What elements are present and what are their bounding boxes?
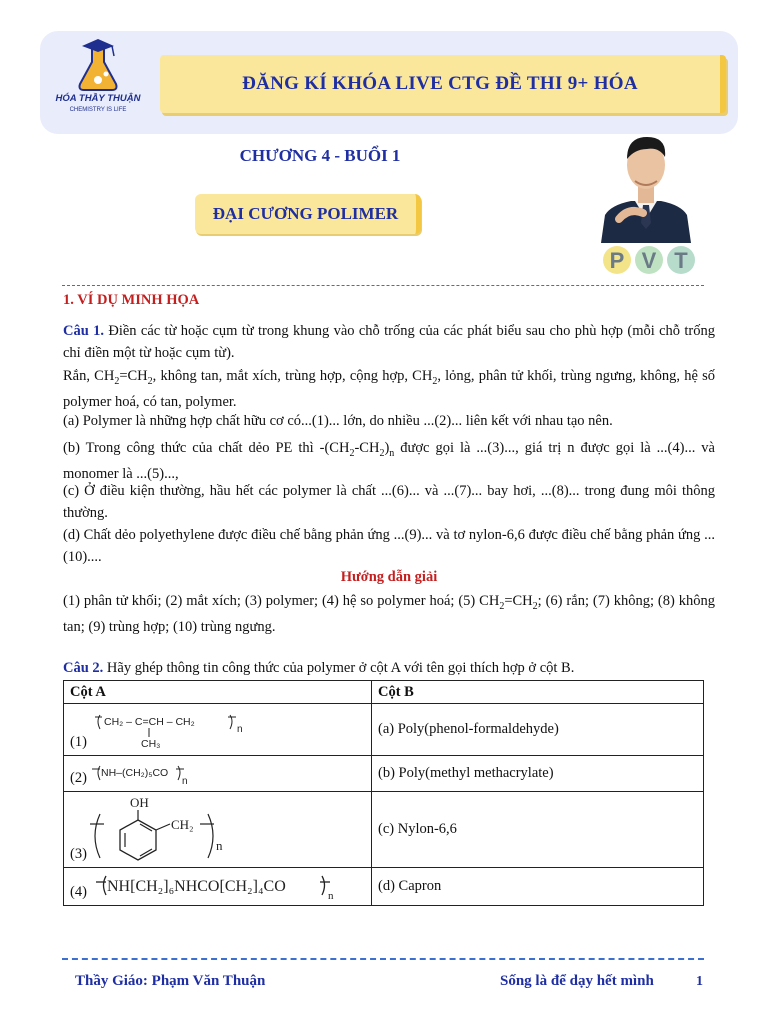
column-a-header: Cột A — [64, 681, 372, 704]
formula-2-subscript: n — [182, 776, 188, 787]
formula-3-ch2: CH₂ — [171, 817, 194, 832]
topic-title: ĐẠI CƯƠNG POLIMER — [212, 204, 399, 223]
name-cell-4: (d) Capron — [372, 868, 704, 906]
teacher-portrait-icon — [597, 123, 695, 243]
formula-3-structure — [90, 794, 250, 866]
question-1-word-bank: Rắn, $CH_2=CH_2$, không tan, mắt xích, trùng hợp, cộng hợp, $CH_2$, lỏng, phân tử khối, trùng ngưng, không, hệ số polymer hoá, có tan, polymer. — [63, 368, 715, 411]
statement-a: (a) Polymer là những hợp chất hữu cơ có...(1)... lớn, do nhiều ...(2)... liên kết với nhau tạo nên. — [63, 413, 613, 429]
name-cell-1: (a) Poly(phenol-formaldehyde) — [372, 704, 704, 756]
badge-letter-v: V — [641, 248, 657, 273]
question-1-label: Câu 1. — [63, 323, 105, 339]
statement-c: (c) Ở điều kiện thường, hầu hết các polymer là chất ...(6)... và ...(7)... bay hơi, ...(8)... trong đung môi thông thường. — [63, 483, 715, 521]
matching-table — [63, 680, 704, 906]
footer-teacher: Thầy Giáo: Phạm Văn Thuận — [75, 973, 266, 989]
answer-part: =CH — [504, 593, 533, 609]
formula-1-structure — [94, 707, 274, 753]
answer-part: (1) phân tử khối; (2) mắt xích; (3) polymer; (4) hệ so polymer hoá; (5) CH — [63, 593, 500, 609]
topic-box — [195, 194, 421, 234]
statement-b-part: ) — [384, 440, 390, 456]
logo-name: HÓA THẦY THUẬN — [55, 93, 141, 104]
banner-title: ĐĂNG KÍ KHÓA LIVE CTG ĐỀ THI 9+ HÓA — [242, 73, 638, 94]
word-bank-part: , lỏng, phân tử khối, trùng ngưng, không, hệ số polymer hoá, có tan, polymer. — [63, 368, 715, 411]
question-1-text: Điền các từ hoặc cụm từ trong khung vào chỗ trống của các phát biểu sau cho phù hợp (mỗi chỗ trống chỉ điền một từ hoặc cụm từ). — [63, 323, 715, 361]
formula-3-subscript: n — [216, 838, 223, 853]
word-bank-part: =CH — [119, 368, 148, 384]
question-2-label: Câu 2. — [63, 660, 104, 676]
row-number: (4) — [70, 884, 87, 900]
row-number: (1) — [70, 734, 87, 750]
name-cell-3: (c) Nylon-6,6 — [372, 792, 704, 868]
statement-b-part: (b) Trong công thức của chất dẻo PE thì -(CH — [63, 440, 350, 456]
statement-b: (b) Trong công thức của chất dẻo PE thì $-(CH_2-CH_2)_n$ được gọi là ...(3)..., giá trị n được gọi là ...(4)... và monomer là ...(5)..., — [63, 440, 715, 483]
answer-key: (1) phân tử khối; (2) mắt xích; (3) polymer; (4) hệ so polymer hoá; (5) $CH_2=CH_2$; (6) rắn; (7) không; (8) không tan; (9) trùng hợp; (10) trùng ngưng. — [63, 593, 716, 636]
formula-1-subscript: n — [237, 724, 243, 735]
logo-tagline: CHEMISTRY IS LIFE — [69, 107, 127, 113]
solution-guide-title: Hướng dẫn giải — [340, 569, 438, 585]
header-divider — [62, 285, 704, 286]
course-banner — [160, 55, 726, 113]
formula-1-main: CH₂ – C=CH – CH₂ — [104, 716, 195, 728]
footer-slogan: Sống là để dạy hết mình — [500, 973, 654, 989]
table-row — [64, 868, 704, 906]
table-row — [64, 792, 704, 868]
page-number: 1 — [696, 974, 703, 989]
badge-letter-t: T — [674, 248, 688, 273]
table-row — [64, 756, 704, 792]
formula-2-main: NH–(CH₂)₅CO — [101, 767, 169, 779]
chapter-title: CHƯƠNG 4 - BUỔI 1 — [239, 146, 401, 165]
statement-b-part: được gọi là ...(3)..., giá trị n được gọi là ...(4)... và monomer là ...(5)..., — [63, 440, 715, 483]
word-bank-part: Rắn, CH — [63, 368, 115, 384]
formula-4-main: NH[CH₂]₆NHCO[CH₂]₄CO — [107, 878, 286, 895]
formula-4-structure — [96, 871, 346, 903]
formula-1-branch: CH₃ — [141, 738, 161, 750]
formula-4-subscript: n — [328, 890, 334, 902]
word-bank-part: , không tan, mắt xích, trùng hợp, cộng hợp, CH — [152, 368, 433, 384]
formula-cell-3 — [64, 792, 372, 868]
table-row — [64, 704, 704, 756]
question-1-prompt — [63, 321, 715, 364]
brand-logo — [52, 36, 144, 122]
section-title: 1. VÍ DỤ MINH HỌA — [63, 292, 200, 308]
statement-d: (d) Chất dẻo polyethylene được điều chế bằng phản ứng ...(9)... và tơ nylon-6,6 được điều chế bằng phản ứng ...(10).... — [63, 527, 715, 565]
question-2-prompt — [63, 658, 715, 680]
row-number: (2) — [70, 770, 87, 786]
name-cell-2: (b) Poly(methyl methacrylate) — [372, 756, 704, 792]
formula-cell-1 — [64, 704, 372, 756]
formula-cell-2 — [64, 756, 372, 792]
footer-divider — [62, 958, 704, 960]
formula-cell-4 — [64, 868, 372, 906]
pvt-badge — [601, 242, 697, 278]
answer-part: ; (6) rắn; (7) không; (8) không tan; (9) trùng hợp; (10) trùng ngưng. — [63, 593, 716, 636]
formula-3-oh: OH — [130, 795, 149, 810]
statement-b-part: -CH — [354, 440, 380, 456]
flask-icon — [52, 36, 144, 96]
column-b-header: Cột B — [372, 681, 704, 704]
teacher-photo — [597, 123, 695, 243]
formula-2-structure — [92, 760, 232, 788]
question-2-text: Hãy ghép thông tin công thức của polymer ở cột A với tên gọi thích hợp ở cột B. — [103, 660, 575, 676]
row-number: (3) — [70, 846, 87, 862]
table-header-row — [64, 681, 704, 704]
badge-letter-p: P — [609, 248, 625, 273]
